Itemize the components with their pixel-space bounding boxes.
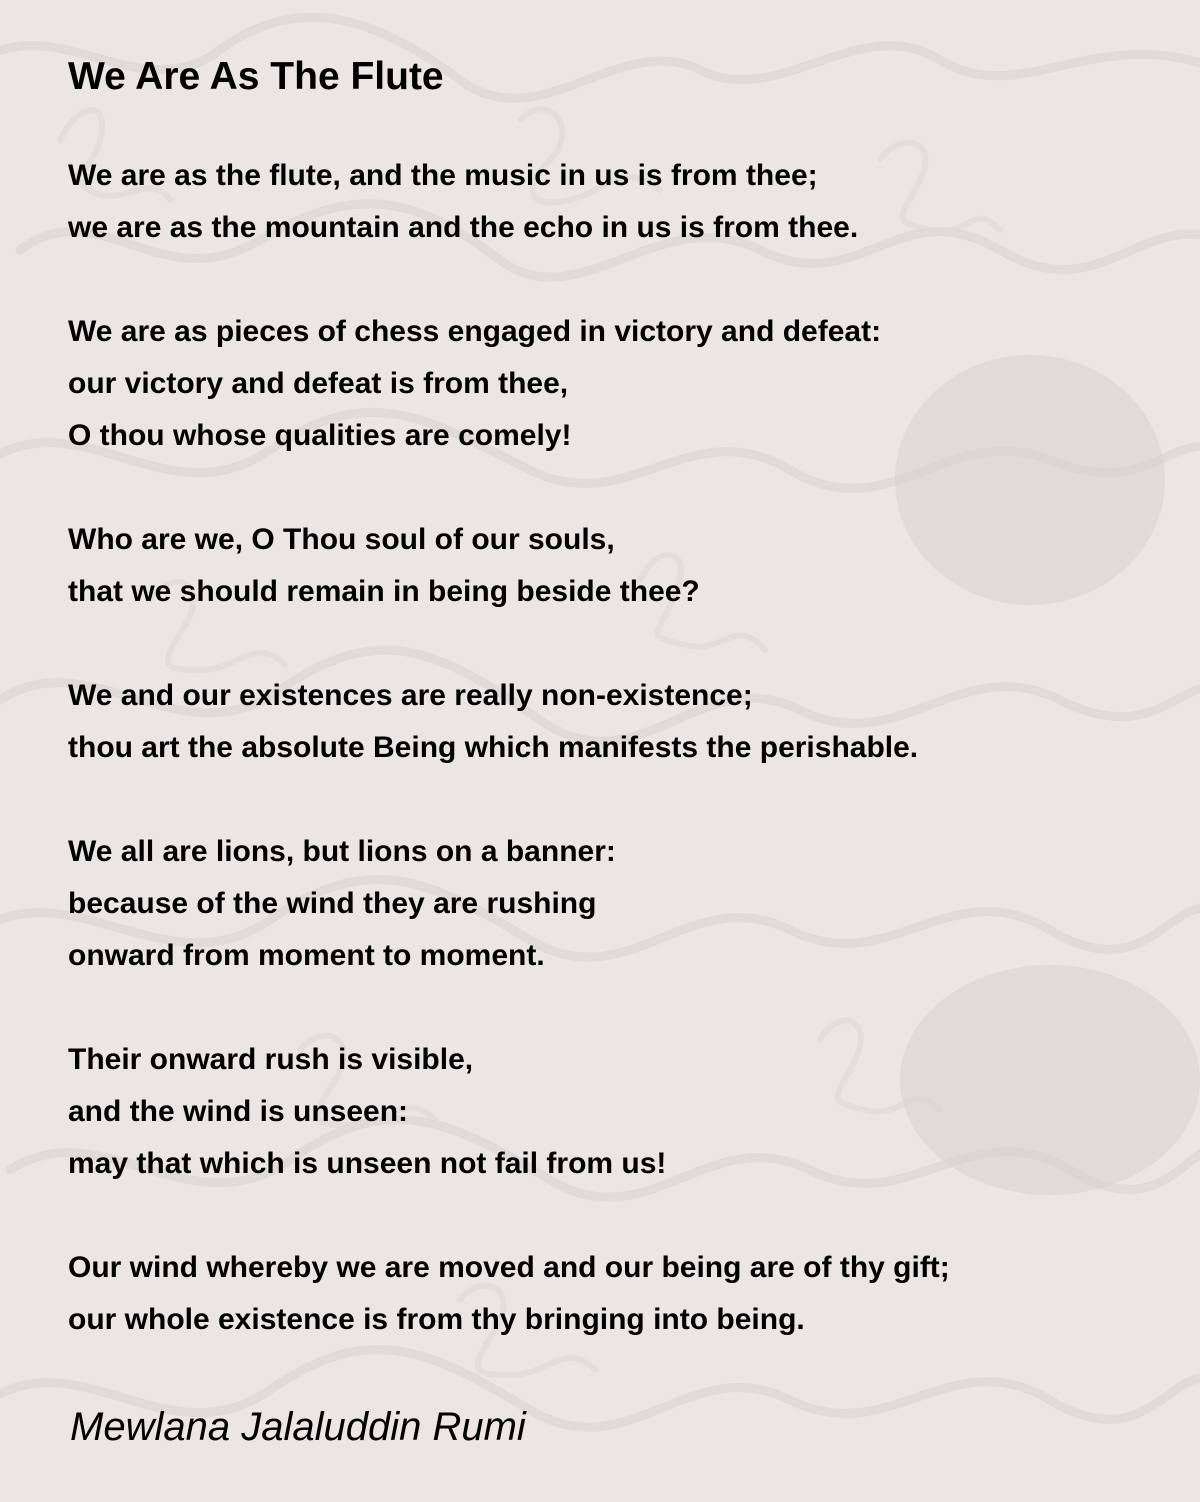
poem-line: O thou whose qualities are comely! (68, 419, 572, 452)
stanza (68, 306, 1168, 462)
poem-line: because of the wind they are rushing (68, 887, 597, 920)
poem-line: We and our existences are really non-existence; (68, 679, 753, 712)
poem-line: Our wind whereby we are moved and our being are of thy gift; (68, 1251, 950, 1284)
poem-line: We are as the flute, and the music in us is from thee; (68, 159, 818, 192)
poem-body (68, 150, 1168, 1346)
poem-line: Who are we, O Thou soul of our souls, (68, 523, 615, 556)
stanza (68, 514, 1168, 618)
poem-line: may that which is unseen not fail from us! (68, 1147, 667, 1180)
poem-line: our victory and defeat is from thee, (68, 367, 569, 400)
poem-line: that we should remain in being beside thee? (68, 575, 700, 608)
stanza (68, 1034, 1168, 1190)
poem-line: onward from moment to moment. (68, 939, 545, 972)
poem-line: thou art the absolute Being which manifests the perishable. (68, 731, 919, 764)
poem-line: We all are lions, but lions on a banner: (68, 835, 616, 868)
stanza (68, 150, 1168, 254)
stanza (68, 826, 1168, 982)
poem-line: We are as pieces of chess engaged in victory and defeat: (68, 315, 882, 348)
poem-line: our whole existence is from thy bringing into being. (68, 1303, 805, 1336)
poem-line: we are as the mountain and the echo in us is from thee. (68, 211, 859, 244)
stanza (68, 1242, 1168, 1346)
poem-line: Their onward rush is visible, (68, 1043, 474, 1076)
poem-line: and the wind is unseen: (68, 1095, 409, 1128)
poem-author: Mewlana Jalaluddin Rumi (70, 1405, 526, 1449)
poem-title: We Are As The Flute (68, 55, 444, 98)
stanza (68, 670, 1168, 774)
